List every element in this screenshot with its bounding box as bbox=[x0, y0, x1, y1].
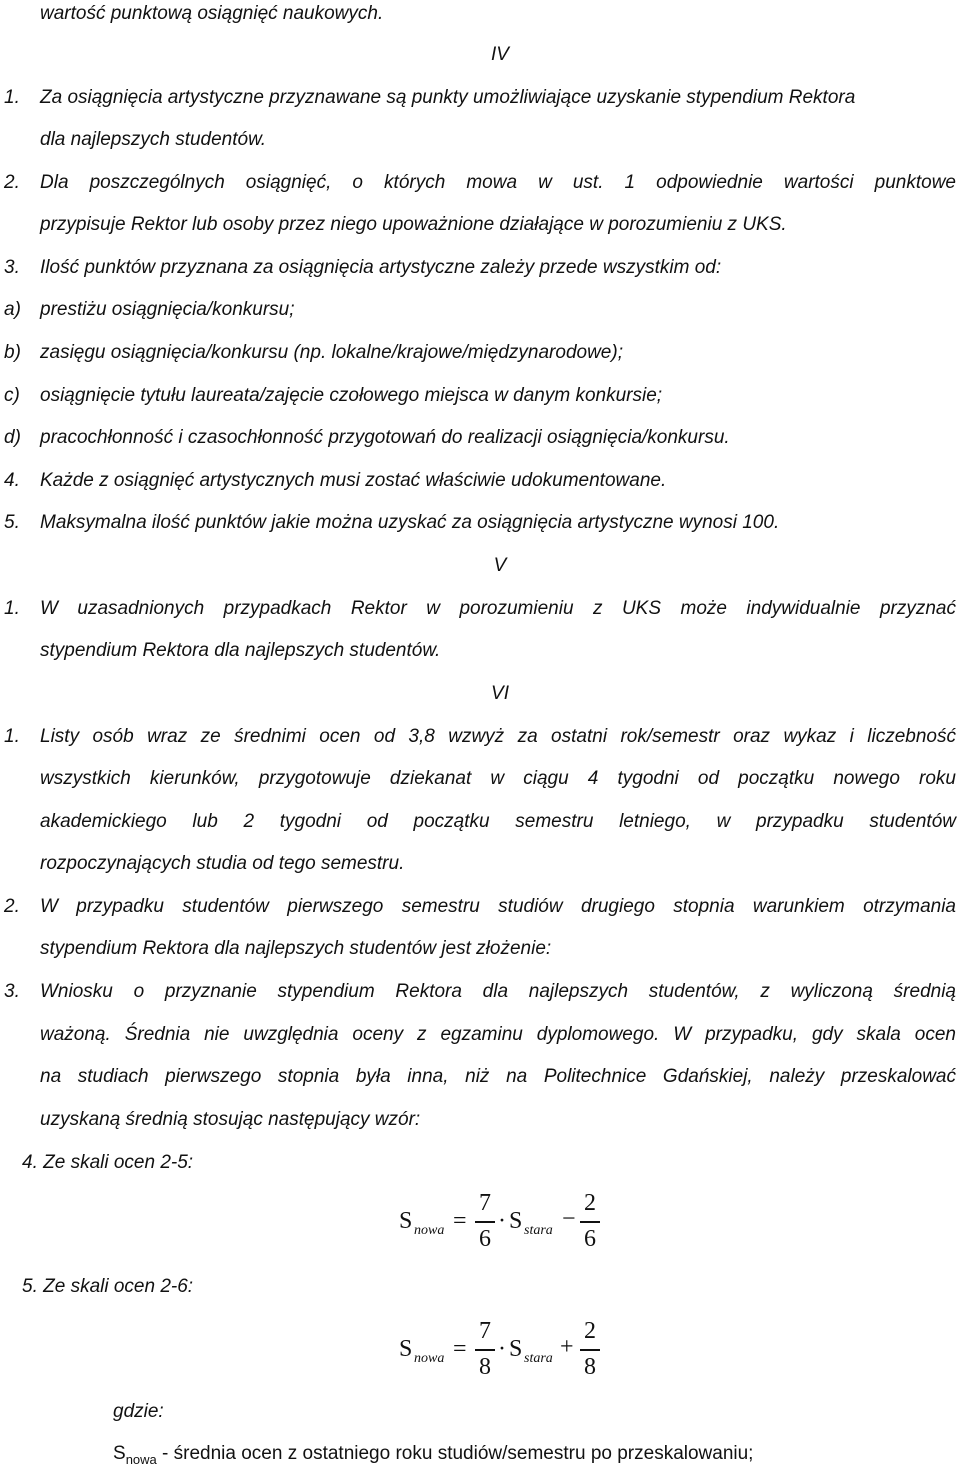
formula-denominator: 8 bbox=[479, 1354, 491, 1380]
text: gdzie: bbox=[113, 1401, 164, 1422]
section-number: IV bbox=[491, 44, 509, 65]
formula-operator: · bbox=[498, 1336, 506, 1362]
formula-numerator: 2 bbox=[584, 1318, 596, 1344]
text: 5. Ze skali ocen 2-6: bbox=[22, 1276, 194, 1297]
text: W uzasadnionych przypadkach Rektor w porozumieniu z UKS może indywidualnie przyznać bbox=[40, 598, 956, 619]
symbol-subscript: nowa bbox=[125, 1452, 157, 1467]
formula-operator: = bbox=[453, 1336, 467, 1362]
formula-symbol: S bbox=[399, 1336, 413, 1362]
text: Za osiągnięcia artystyczne przyznawane są punkty umożliwiające uzyskanie stypendium Rektora bbox=[40, 87, 856, 108]
fraction-bar bbox=[580, 1221, 600, 1223]
symbol: S bbox=[113, 1443, 126, 1464]
section-number: V bbox=[493, 555, 507, 576]
item-number: 1. bbox=[4, 726, 20, 747]
section-number: VI bbox=[491, 683, 509, 704]
formula-symbol: S bbox=[399, 1208, 413, 1234]
text: prestiżu osiągnięcia/konkursu; bbox=[40, 299, 295, 320]
text: zasięgu osiągnięcia/konkursu (np. lokalne/krajowe/międzynarodowe); bbox=[40, 342, 623, 363]
text: wszystkich kierunków, przygotowuje dziekanat w ciągu 4 tygodni od początku nowego roku bbox=[40, 768, 956, 789]
item-letter: b) bbox=[4, 342, 21, 363]
text: wartość punktową osiągnięć naukowych. bbox=[40, 3, 384, 24]
formula-denominator: 8 bbox=[584, 1354, 596, 1380]
formula-operator: + bbox=[560, 1334, 574, 1360]
text: stypendium Rektora dla najlepszych studentów. bbox=[40, 640, 441, 661]
text: 4. Ze skali ocen 2-5: bbox=[22, 1152, 194, 1173]
item-letter: c) bbox=[4, 385, 20, 406]
formula-operator: = bbox=[453, 1208, 467, 1234]
text: Listy osób wraz ze średnimi ocen od 3,8 wzwyż za ostatni rok/semestr oraz wykaz i liczebność bbox=[40, 726, 956, 747]
fraction-bar bbox=[475, 1221, 495, 1223]
text: W przypadku studentów pierwszego semestru studiów drugiego stopnia warunkiem otrzymania bbox=[40, 896, 956, 917]
item-number: 2. bbox=[4, 896, 20, 917]
formula-subscript: stara bbox=[524, 1223, 553, 1238]
item-letter: a) bbox=[4, 299, 21, 320]
text: rozpoczynających studia od tego semestru. bbox=[40, 853, 405, 874]
formula-numerator: 7 bbox=[479, 1318, 491, 1344]
text: Maksymalna ilość punktów jakie można uzyskać za osiągnięcia artystyczne wynosi 100. bbox=[40, 512, 780, 533]
text: osiągnięcie tytułu laureata/zajęcie czołowego miejsca w danym konkursie; bbox=[40, 385, 663, 406]
formula-numerator: 2 bbox=[584, 1190, 596, 1216]
text: stypendium Rektora dla najlepszych studentów jest złożenie: bbox=[40, 938, 552, 959]
formula-denominator: 6 bbox=[584, 1226, 596, 1252]
text: pracochłonność i czasochłonność przygotowań do realizacji osiągnięcia/konkursu. bbox=[40, 427, 730, 448]
item-number: 3. bbox=[4, 981, 20, 1002]
formula-numerator: 7 bbox=[479, 1190, 491, 1216]
formula-subscript: nowa bbox=[414, 1351, 445, 1366]
text: Wniosku o przyznanie stypendium Rektora dla najlepszych studentów, z wyliczoną średnią bbox=[40, 981, 956, 1002]
text: Dla poszczególnych osiągnięć, o których mowa w ust. 1 odpowiednie wartości punktowe bbox=[40, 172, 956, 193]
formula-operator: · bbox=[498, 1208, 506, 1234]
item-number: 1. bbox=[4, 87, 20, 108]
formula-subscript: stara bbox=[524, 1351, 553, 1366]
text: - średnia ocen z ostatniego roku studiów/semestru po przeskalowaniu; bbox=[156, 1443, 754, 1464]
item-number: 4. bbox=[4, 470, 20, 491]
item-number: 5. bbox=[4, 512, 20, 533]
fraction-bar bbox=[580, 1349, 600, 1351]
formula-symbol: S bbox=[509, 1208, 523, 1234]
text: Każde z osiągnięć artystycznych musi zostać właściwie udokumentowane. bbox=[40, 470, 667, 491]
formula-symbol: S bbox=[509, 1336, 523, 1362]
text: na studiach pierwszego stopnia była inna, niż na Politechnice Gdańskiej, należy przeskalować bbox=[40, 1066, 956, 1087]
formula-2-6 bbox=[395, 1318, 615, 1398]
formula-2-5 bbox=[395, 1190, 615, 1270]
formula-operator: − bbox=[562, 1206, 576, 1232]
text: dla najlepszych studentów. bbox=[40, 129, 267, 150]
text: ważoną. Średnia nie uwzględnia oceny z egzaminu dyplomowego. W przypadku, gdy skala ocen bbox=[40, 1024, 956, 1045]
item-number: 2. bbox=[4, 172, 20, 193]
text: przypisuje Rektor lub osoby przez niego upoważnione działające w porozumieniu z UKS. bbox=[40, 214, 787, 235]
text: uzyskaną średnią stosując następujący wzór: bbox=[40, 1109, 421, 1130]
text: akademickiego lub 2 tygodni od początku semestru letniego, w przypadku studentów bbox=[40, 811, 956, 832]
formula-subscript: nowa bbox=[414, 1223, 445, 1238]
item-letter: d) bbox=[4, 427, 21, 448]
text: Ilość punktów przyznana za osiągnięcia artystyczne zależy przede wszystkim od: bbox=[40, 257, 722, 278]
formula-denominator: 6 bbox=[479, 1226, 491, 1252]
item-number: 1. bbox=[4, 598, 20, 619]
fraction-bar bbox=[475, 1349, 495, 1351]
item-number: 3. bbox=[4, 257, 20, 278]
